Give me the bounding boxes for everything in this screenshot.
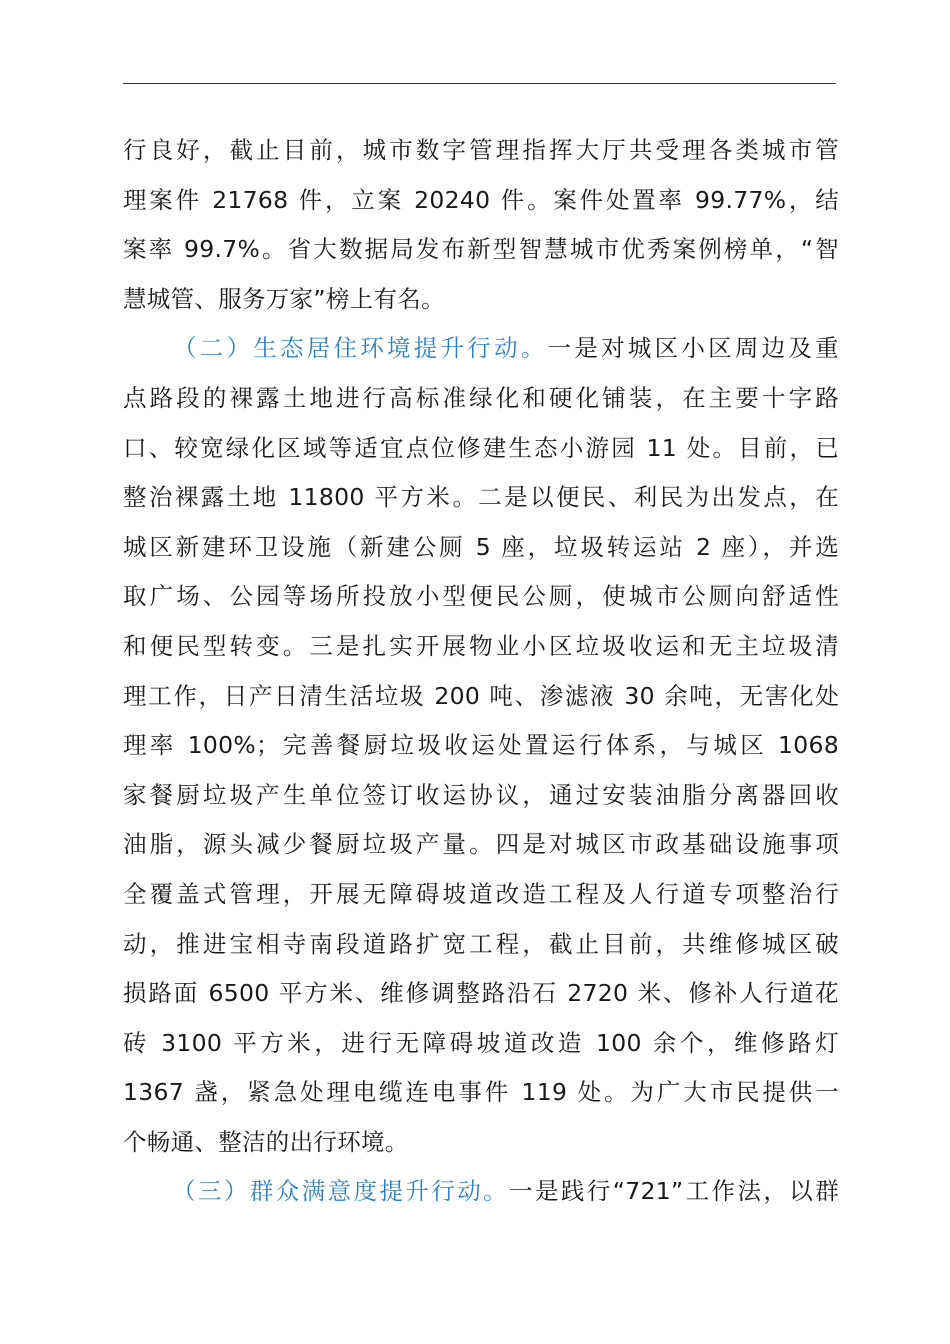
text-line: 口、较宽绿化区域等适宜点位修建生态小游园 11 处。目前，已 — [123, 433, 839, 462]
text-line: 动，推进宝相寺南段道路扩宽工程，截止目前，共维修城区破 — [123, 929, 839, 958]
text-line: 理案件 21768 件，立案 20240 件。案件处置率 99.77%，结 — [123, 185, 839, 214]
text-line: 理率 100%；完善餐厨垃圾收运处置运行体系，与城区 1068 — [123, 731, 839, 760]
section-2-first-line — [123, 324, 839, 374]
section-3-first-line — [123, 1167, 839, 1217]
text-line: 慧城管、服务万家”榜上有名。 — [123, 284, 445, 313]
header-rule — [123, 83, 836, 84]
text-line: 油脂，源头减少餐厨垃圾产量。四是对城区市政基础设施事项 — [123, 830, 839, 859]
section-2-first-line-text: 一是对城区小区周边及重 — [547, 334, 839, 363]
text-line: 损路面 6500 平方米、维修调整路沿石 2720 米、修补人行道花 — [123, 979, 839, 1008]
text-line: 和便民型转变。三是扎实开展物业小区垃圾收运和无主垃圾清 — [123, 631, 839, 660]
body-text — [123, 126, 839, 1217]
text-line: 理工作，日产日清生活垃圾 200 吨、渗滤液 30 余吨，无害化处 — [123, 681, 839, 710]
section-3-heading: （三）群众满意度提升行动。 — [170, 1177, 510, 1206]
text-line: 全覆盖式管理，开展无障碍坡道改造工程及人行道专项整治行 — [123, 879, 839, 908]
text-line: 家餐厨垃圾产生单位签订收运协议，通过安装油脂分离器回收 — [123, 780, 839, 809]
text-line: 砖 3100 平方米，进行无障碍坡道改造 100 余个，维修路灯 — [123, 1028, 839, 1057]
text-line: 1367 盏，紧急处理电缆连电事件 119 处。为广大市民提供一 — [123, 1078, 839, 1107]
text-line: 点路段的裸露土地进行高标准绿化和硬化铺装，在主要十字路 — [123, 383, 839, 412]
section-2-heading: （二）生态居住环境提升行动。 — [170, 334, 548, 363]
text-line: 整治裸露土地 11800 平方米。二是以便民、利民为出发点，在 — [123, 483, 839, 512]
text-line: 行良好，截止目前，城市数字管理指挥大厅共受理各类城市管 — [123, 136, 839, 164]
text-line: 案率 99.7%。省大数据局发布新型智慧城市优秀案例榜单，“智 — [123, 235, 839, 264]
section-3-first-line-text: 一是践行“721”工作法，以群 — [509, 1177, 840, 1206]
text-line: 城区新建环卫设施（新建公厕 5 座，垃圾转运站 2 座），并选 — [123, 532, 839, 561]
text-line: 取广场、公园等场所投放小型便民公厕，使城市公厕向舒适性 — [123, 582, 839, 611]
text-line: 个畅通、整洁的出行环境。 — [123, 1127, 409, 1156]
